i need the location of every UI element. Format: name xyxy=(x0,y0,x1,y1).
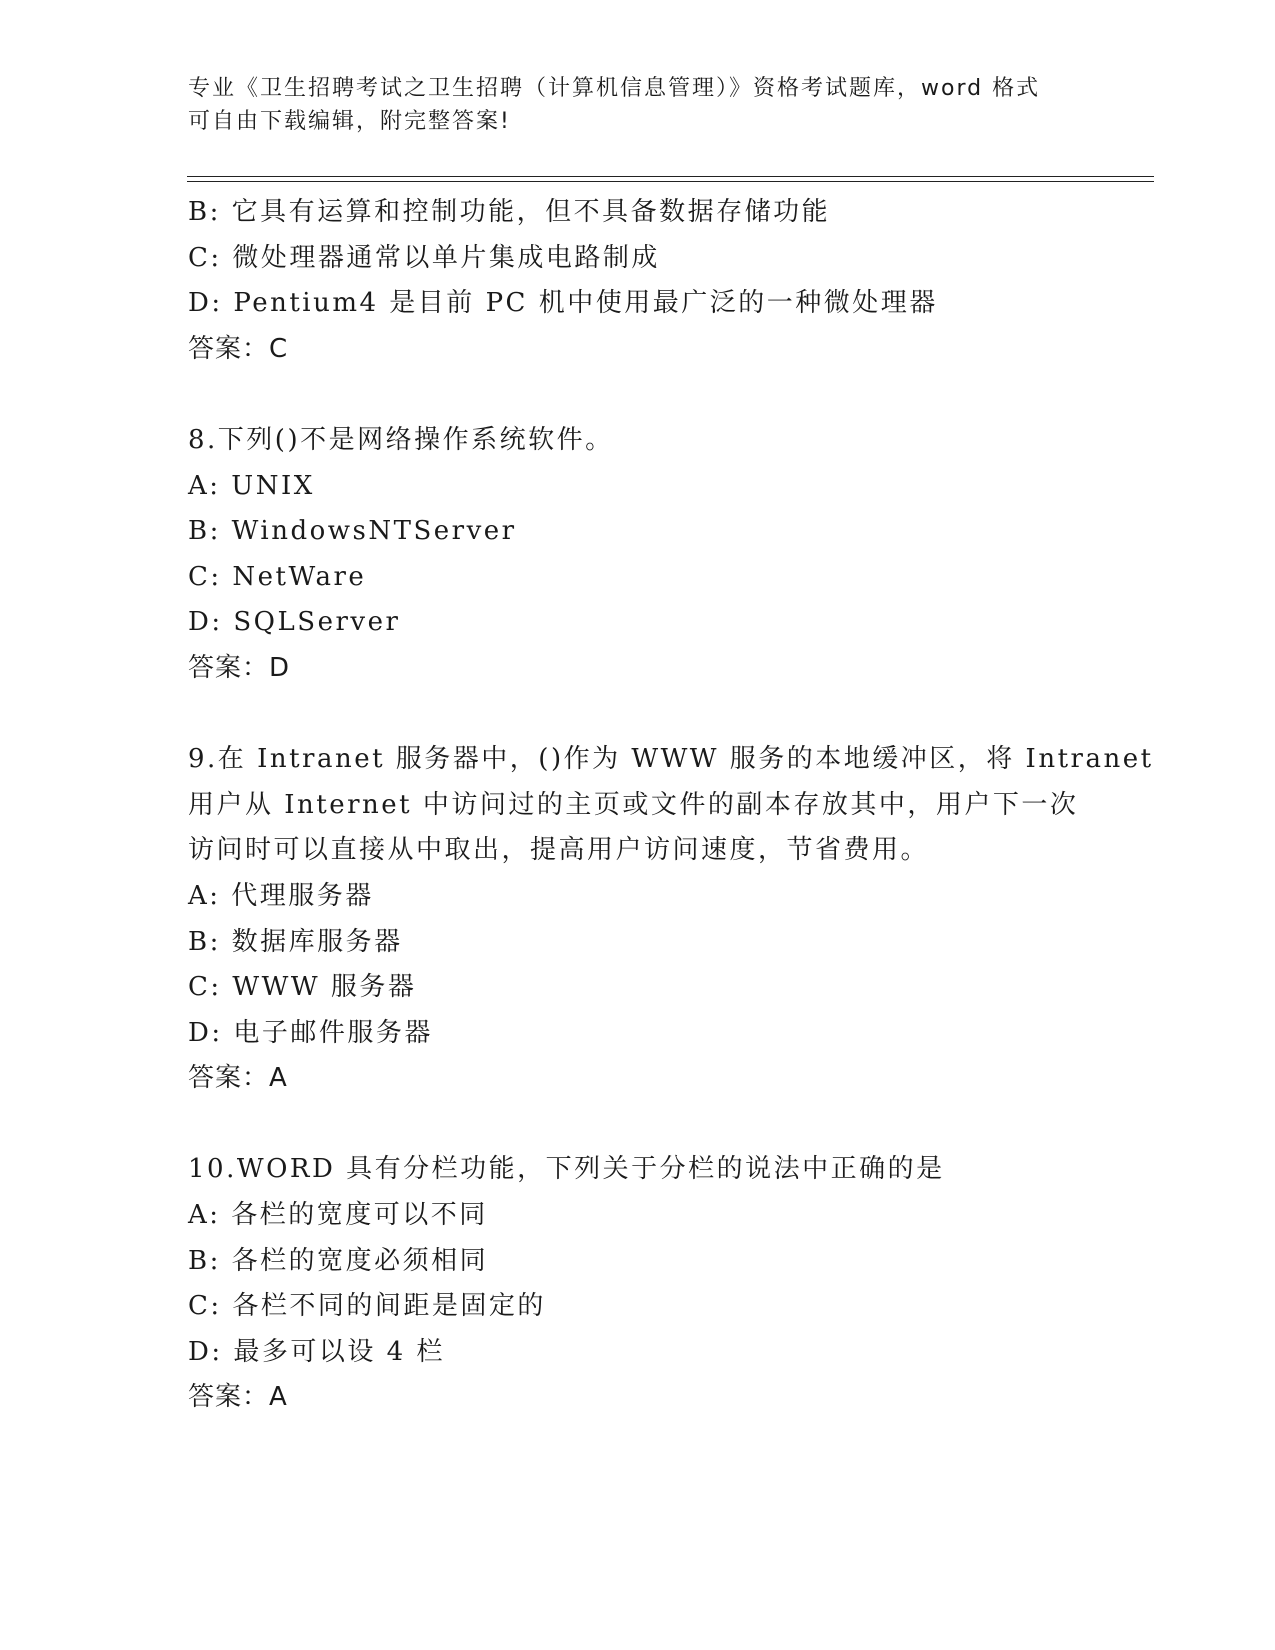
option-a: A: 各栏的宽度可以不同 xyxy=(188,1200,488,1231)
option-a: A: 代理服务器 xyxy=(188,880,374,911)
option-c: C: WWW 服务器 xyxy=(188,972,417,1003)
header-line-1: 专业《卫生招聘考试之卫生招聘（计算机信息管理）》资格考试题库，word 格式 xyxy=(188,76,1041,101)
option-a: A: UNIX xyxy=(188,470,315,501)
answer-line: 答案：D xyxy=(188,652,291,683)
header-line-2: 可自由下载编辑，附完整答案! xyxy=(188,109,511,134)
question-stem: 8.下列()不是网络操作系统软件。 xyxy=(188,424,614,455)
question-stem-line-3: 访问时可以直接从中取出，提高用户访问速度，节省费用。 xyxy=(188,835,930,866)
question-8 xyxy=(188,418,1148,692)
option-b: B: 它具有运算和控制功能，但不具备数据存储功能 xyxy=(188,197,831,227)
question-9 xyxy=(188,737,1154,1102)
question-stem-line-1: 9.在 Intranet 服务器中，()作为 WWW 服务的本地缓冲区，将 Intranet xyxy=(188,744,1154,775)
option-d: D: 最多可以设 4 栏 xyxy=(188,1336,445,1367)
header-divider-bottom xyxy=(187,181,1154,182)
spacer xyxy=(188,1102,1148,1148)
document-header xyxy=(188,72,1088,138)
option-b: B: WindowsNTServer xyxy=(188,516,517,547)
option-b: B: 各栏的宽度必须相同 xyxy=(188,1245,489,1276)
option-d: D: Pentium4 是目前 PC 机中使用最广泛的一种微处理器 xyxy=(188,288,938,319)
option-c: C: NetWare xyxy=(188,561,367,592)
question-7-continued xyxy=(188,190,1148,372)
spacer xyxy=(188,372,1148,418)
option-c: C: 微处理器通常以单片集成电路制成 xyxy=(188,242,660,273)
option-d: D: SQLServer xyxy=(188,607,401,638)
question-stem: 10.WORD 具有分栏功能，下列关于分栏的说法中正确的是 xyxy=(188,1154,945,1185)
answer-line: 答案：A xyxy=(188,1382,288,1413)
header-divider-top xyxy=(187,176,1154,177)
question-10 xyxy=(188,1147,1148,1421)
spacer xyxy=(188,692,1148,738)
question-list xyxy=(188,190,1154,1421)
option-b: B: 数据库服务器 xyxy=(188,926,403,957)
option-c: C: 各栏不同的间距是固定的 xyxy=(188,1291,546,1322)
question-stem-line-2: 用户从 Internet 中访问过的主页或文件的副本存放其中，用户下一次 xyxy=(188,789,1079,820)
option-d: D: 电子邮件服务器 xyxy=(188,1017,433,1048)
answer-line: 答案：A xyxy=(188,1063,288,1094)
answer-line: 答案：C xyxy=(188,333,289,364)
